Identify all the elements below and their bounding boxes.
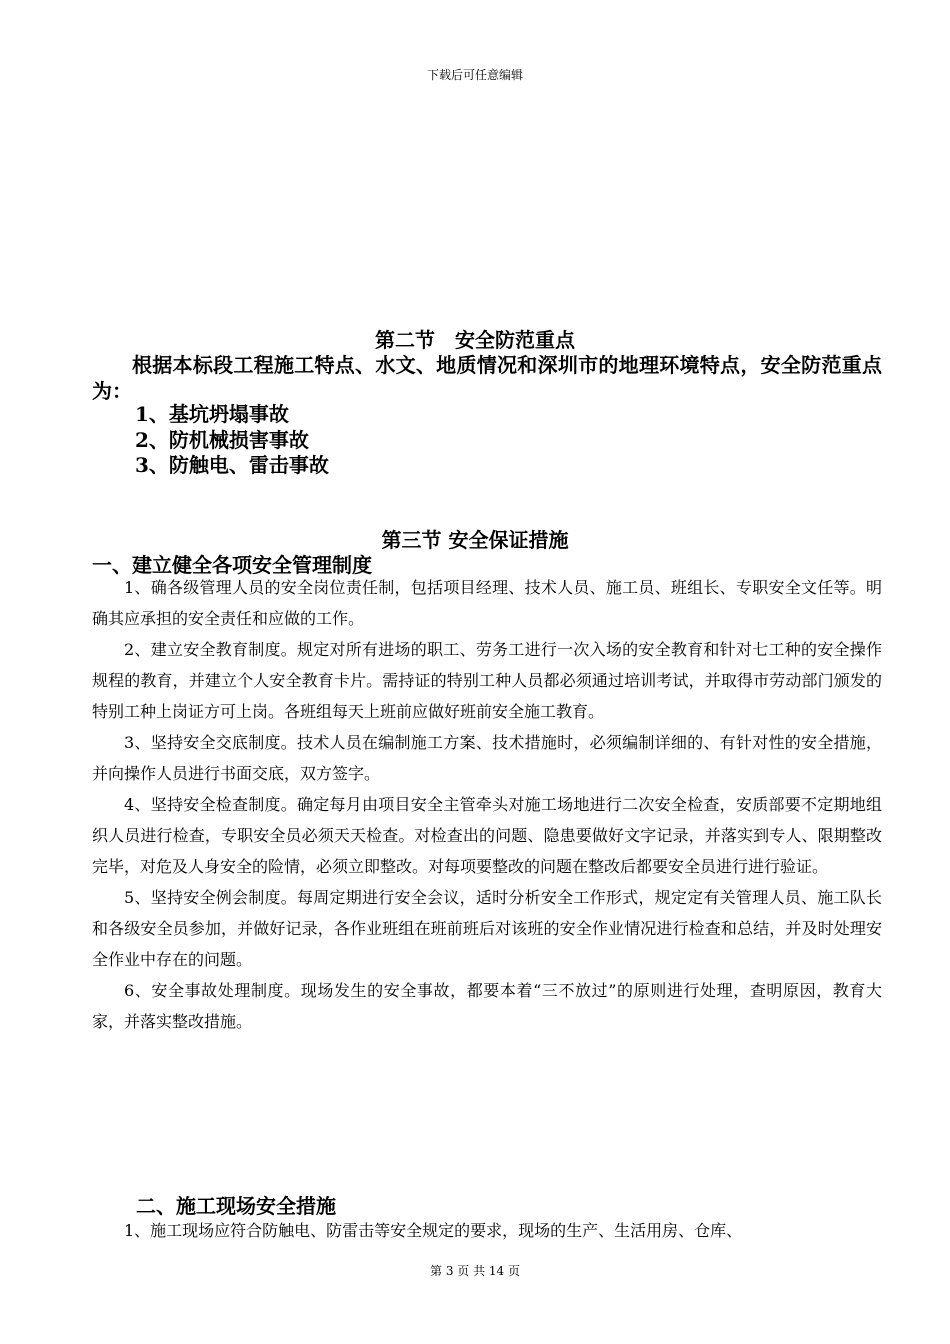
risk-item-1: 1、基坑坍塌事故 <box>135 402 289 426</box>
paragraph-3: 3、坚持安全交底制度。技术人员在编制施工方案、技术措施时，必须编制详细的、有针对性的安全措施，并向操作人员进行书面交底，双方签字。 <box>92 733 882 783</box>
paragraph-6: 6、安全事故处理制度。现场发生的安全事故，都要本着“三不放过”的原则进行处理，查明原因，教育大家，并落实整改措施。 <box>92 981 882 1031</box>
paragraph-7: 1、施工现场应符合防触电、防雷击等安全规定的要求，现场的生产、生活用房、仓库、 <box>124 1221 743 1240</box>
subsection2-body <box>92 1215 882 1246</box>
section2-intro: 根据本标段工程施工特点、水文、地质情况和深圳市的地理环境特点，安全防范重点为： <box>92 353 882 403</box>
subsection2-heading: 二、施工现场安全措施 <box>136 1194 336 1218</box>
page-footer: 第 3 页 共 14 页 <box>430 1264 520 1278</box>
paragraph-4: 4、坚持安全检查制度。确定每月由项目安全主管牵头对施工场地进行二次安全检查，安质部要不定期地组织人员进行检查，专职安全员必须天天检查。对检查出的问题、隐患要做好文字记录，并落实到专人、限期整改完毕，对危及人身安全的险情，必须立即整改。对每项要整改的问题在整改后都要安全员进行进行验证。 <box>92 795 882 876</box>
subsection1-body <box>92 572 882 1037</box>
paragraph-1: 1、确各级管理人员的安全岗位责任制，包括项目经理、技术人员、施工员、班组长、专职安全文任等。明确其应承担的安全责任和应做的工作。 <box>92 578 882 628</box>
risk-item-2: 2、防机械损害事故 <box>135 428 309 452</box>
section2-title: 第二节 安全防范重点 <box>375 328 575 352</box>
paragraph-2: 2、建立安全教育制度。规定对所有进场的职工、劳务工进行一次入场的安全教育和针对七工种的安全操作规程的教育，并建立个人安全教育卡片。需持证的特别工种人员都必须通过培训考试，并取得市劳动部门颁发的特别工种上岗证方可上岗。各班组每天上班前应做好班前安全施工教育。 <box>92 640 882 721</box>
paragraph-5: 5、坚持安全例会制度。每周定期进行安全会议，适时分析安全工作形式，规定定有关管理人员、施工队长和各级安全员参加，并做好记录，各作业班组在班前班后对该班的安全作业情况进行检查和总结，并及时处理安全作业中存在的问题。 <box>92 888 882 969</box>
page-header: 下载后可任意编辑 <box>426 68 523 82</box>
section3-title: 第三节 安全保证措施 <box>381 528 569 552</box>
risk-item-3: 3、防触电、雷击事故 <box>135 453 329 477</box>
subsection1-heading: 一、建立健全各项安全管理制度 <box>92 553 372 577</box>
